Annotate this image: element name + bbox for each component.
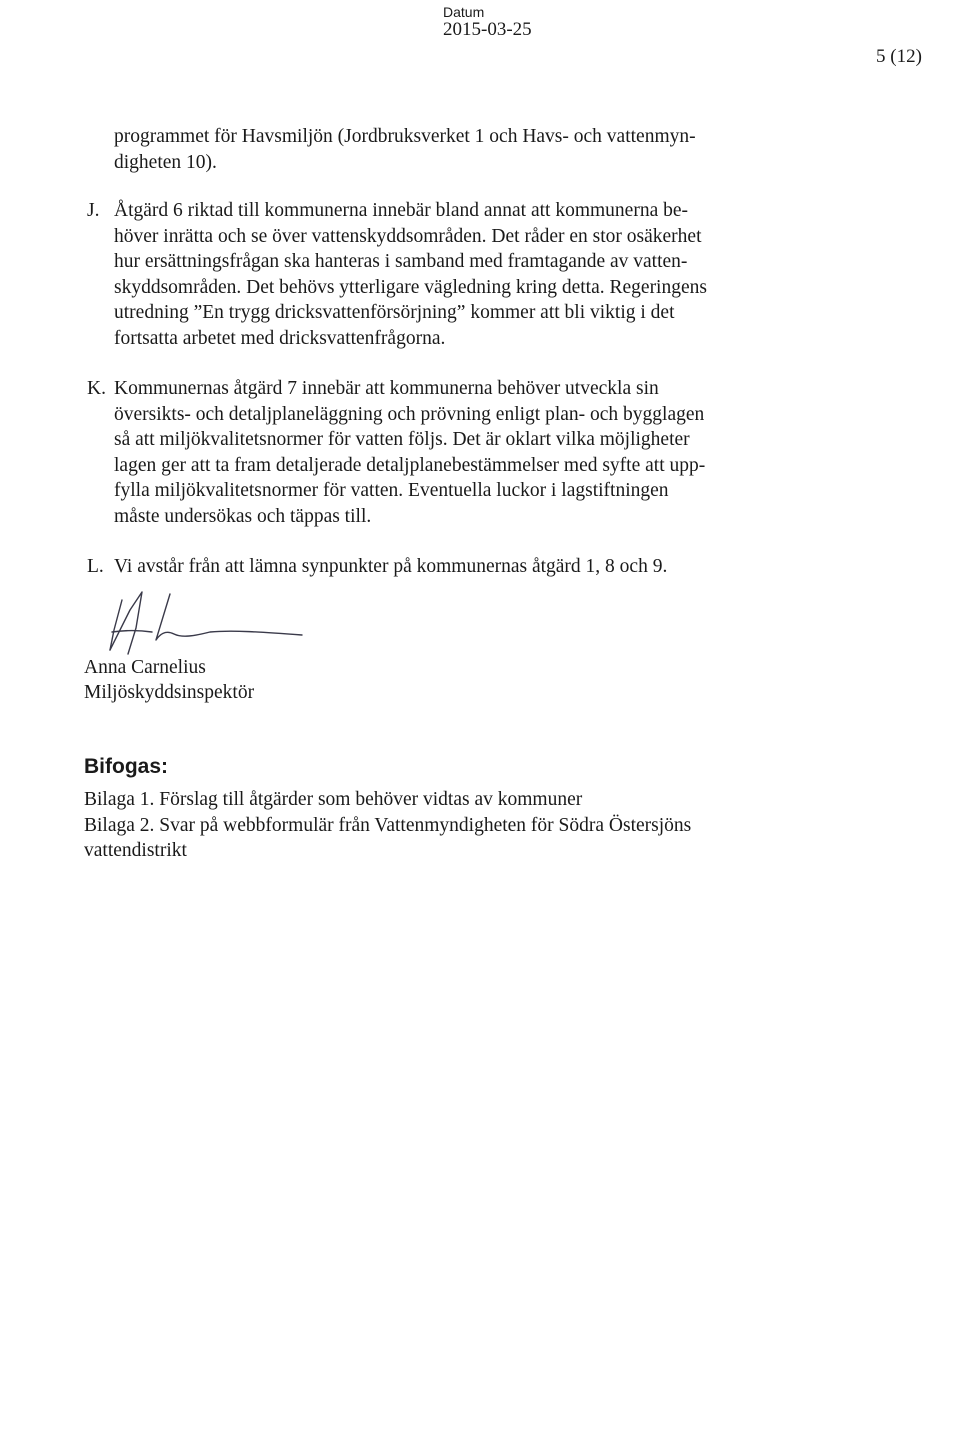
paragraph-line: Kommunernas åtgärd 7 innebär att kommunerna behöver utveckla sin bbox=[114, 378, 659, 399]
list-marker: L. bbox=[87, 556, 104, 577]
attachments-list bbox=[84, 787, 691, 864]
attachment-line: vattendistrikt bbox=[84, 840, 187, 861]
attachment-line: Bilaga 1. Förslag till åtgärder som behöver vidtas av kommuner bbox=[84, 789, 583, 810]
signature-name: Anna Carnelius bbox=[84, 657, 206, 678]
date-label: Datum bbox=[443, 4, 485, 20]
paragraph-line: utredning ”En trygg dricksvattenförsörjning” kommer att bli viktig i det bbox=[114, 302, 675, 323]
handwritten-signature bbox=[82, 588, 332, 668]
paragraph-line: fortsatta arbetet med dricksvattenfrågorna. bbox=[114, 327, 446, 349]
page-number: 5 (12) bbox=[876, 46, 922, 67]
attachments-heading: Bifogas: bbox=[84, 755, 168, 778]
paragraph-line: skyddsområden. Det behövs ytterligare vägledning kring detta. Regeringens bbox=[114, 276, 707, 298]
list-marker: K. bbox=[87, 378, 106, 399]
attachment-line: Bilaga 2. Svar på webbformulär från Vattenmyndigheten för Södra Östersjöns bbox=[84, 814, 692, 836]
signature-title: Miljöskyddsinspektör bbox=[84, 682, 255, 703]
continuation-paragraph bbox=[114, 124, 696, 175]
paragraph-line: Vi avstår från att lämna synpunkter på kommunernas åtgärd 1, 8 och 9. bbox=[114, 556, 668, 577]
list-item-k bbox=[87, 376, 706, 529]
list-item-j bbox=[87, 198, 707, 351]
paragraph-line: digheten 10). bbox=[114, 151, 217, 173]
paragraph-line: så att miljökvalitetsnormer för vatten följs. Det är oklart vilka möjligheter bbox=[114, 429, 690, 450]
paragraph-line: översikts- och detaljplaneläggning och prövning enligt plan- och bygglagen bbox=[114, 403, 705, 425]
paragraph-line: Åtgärd 6 riktad till kommunerna innebär bland annat att kommunerna be- bbox=[114, 200, 688, 221]
paragraph-line: programmet för Havsmiljön (Jordbruksverket 1 och Havs- och vattenmyn- bbox=[114, 126, 696, 147]
paragraph-line: hur ersättningsfrågan ska hanteras i samband med framtagande av vatten- bbox=[114, 251, 688, 272]
paragraph-line: måste undersökas och täppas till. bbox=[114, 505, 372, 527]
paragraph-line: höver inrätta och se över vattenskyddsområden. Det råder en stor osäkerhet bbox=[114, 225, 702, 247]
paragraph-line: lagen ger att ta fram detaljerade detaljplanebestämmelser med syfte att upp- bbox=[114, 454, 706, 476]
list-marker: J. bbox=[87, 200, 100, 221]
paragraph-line: fylla miljökvalitetsnormer för vatten. Eventuella luckor i lagstiftningen bbox=[114, 480, 669, 501]
list-item-l bbox=[87, 554, 668, 580]
date-value: 2015-03-25 bbox=[443, 19, 532, 40]
